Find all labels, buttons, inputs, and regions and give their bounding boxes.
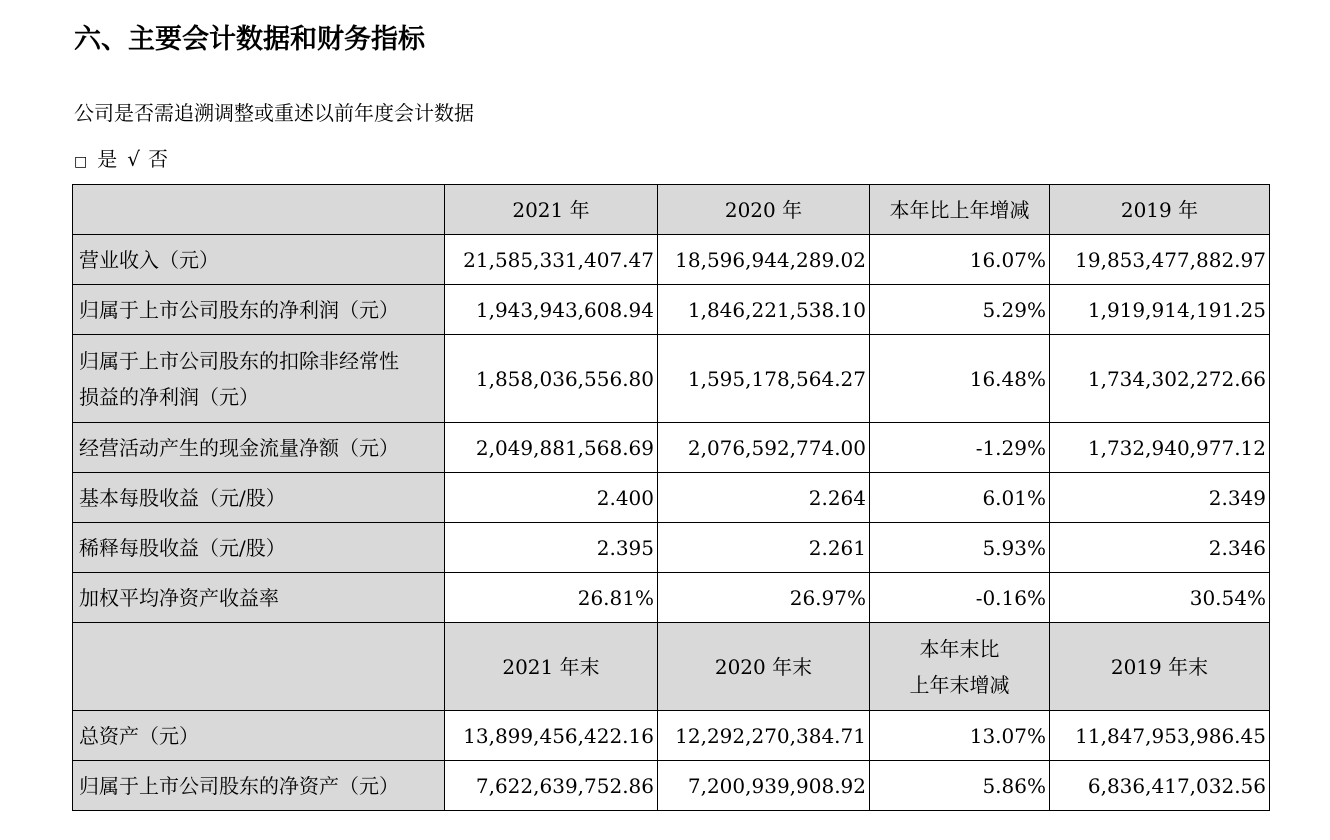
- header-cell-line: 本年末比: [919, 636, 1000, 661]
- table-row: [73, 711, 1270, 761]
- value-cell: 2,076,592,774.00: [658, 423, 870, 473]
- value-cell: 1,595,178,564.27: [658, 335, 870, 423]
- table-row: [73, 235, 1270, 285]
- value-cell: 2.395: [445, 523, 658, 573]
- value-cell: 26.97%: [658, 573, 870, 623]
- value-cell: 30.54%: [1050, 573, 1270, 623]
- unchecked-box-icon: □: [74, 154, 88, 170]
- value-cell: 1,919,914,191.25: [1050, 285, 1270, 335]
- change-cell: 5.86%: [870, 761, 1050, 811]
- table-row: [73, 761, 1270, 811]
- check-mark-icon: √: [127, 147, 140, 171]
- change-cell: -0.16%: [870, 573, 1050, 623]
- table-row: [73, 473, 1270, 523]
- row-label-line: 损益的净利润（元）: [79, 384, 259, 409]
- section-title: 六、主要会计数据和财务指标: [74, 24, 425, 55]
- header-cell: 2021 年末: [445, 623, 658, 711]
- value-cell: 1,732,940,977.12: [1050, 423, 1270, 473]
- row-label-line: 归属于上市公司股东的扣除非经常性: [79, 348, 399, 373]
- table-subheader-row: [73, 623, 1270, 711]
- row-label: 归属于上市公司股东的净资产（元）: [73, 761, 445, 811]
- row-label: 加权平均净资产收益率: [73, 573, 445, 623]
- value-cell: 2.264: [658, 473, 870, 523]
- value-cell: 1,858,036,556.80: [445, 335, 658, 423]
- header-empty-cell: [73, 185, 445, 235]
- header-cell: 2019 年末: [1050, 623, 1270, 711]
- header-cell: 2020 年: [658, 185, 870, 235]
- row-label: 营业收入（元）: [73, 235, 445, 285]
- value-cell: 1,734,302,272.66: [1050, 335, 1270, 423]
- table-row: [73, 285, 1270, 335]
- table-row: [73, 335, 1270, 423]
- header-cell: 2020 年末: [658, 623, 870, 711]
- change-cell: -1.29%: [870, 423, 1050, 473]
- value-cell: 7,200,939,908.92: [658, 761, 870, 811]
- row-label: [73, 335, 445, 423]
- change-cell: 16.07%: [870, 235, 1050, 285]
- restatement-answer: [74, 144, 168, 177]
- value-cell: 6,836,417,032.56: [1050, 761, 1270, 811]
- value-cell: 7,622,639,752.86: [445, 761, 658, 811]
- header-cell-line: 上年末增减: [909, 672, 1010, 697]
- change-cell: 16.48%: [870, 335, 1050, 423]
- value-cell: 2,049,881,568.69: [445, 423, 658, 473]
- change-cell: 6.01%: [870, 473, 1050, 523]
- table-row: [73, 523, 1270, 573]
- header-cell: 2019 年: [1050, 185, 1270, 235]
- restatement-question: 公司是否需追溯调整或重述以前年度会计数据: [74, 101, 474, 125]
- value-cell: 2.346: [1050, 523, 1270, 573]
- header-cell: [870, 623, 1050, 711]
- table-row: [73, 423, 1270, 473]
- row-label: 归属于上市公司股东的净利润（元）: [73, 285, 445, 335]
- change-cell: 5.93%: [870, 523, 1050, 573]
- header-cell: 2021 年: [445, 185, 658, 235]
- value-cell: 19,853,477,882.97: [1050, 235, 1270, 285]
- value-cell: 12,292,270,384.71: [658, 711, 870, 761]
- change-cell: 13.07%: [870, 711, 1050, 761]
- change-cell: 5.29%: [870, 285, 1050, 335]
- value-cell: 2.261: [658, 523, 870, 573]
- value-cell: 1,846,221,538.10: [658, 285, 870, 335]
- yes-option-label: 是: [97, 147, 118, 171]
- header-empty-cell: [73, 623, 445, 711]
- table-row: [73, 573, 1270, 623]
- no-option-label: 否: [147, 147, 168, 171]
- value-cell: 13,899,456,422.16: [445, 711, 658, 761]
- value-cell: 26.81%: [445, 573, 658, 623]
- value-cell: 2.349: [1050, 473, 1270, 523]
- row-label: 总资产（元）: [73, 711, 445, 761]
- row-label: 经营活动产生的现金流量净额（元）: [73, 423, 445, 473]
- financial-indicators-table: [72, 184, 1270, 811]
- header-cell: 本年比上年增减: [870, 185, 1050, 235]
- row-label: 基本每股收益（元/股）: [73, 473, 445, 523]
- value-cell: 2.400: [445, 473, 658, 523]
- value-cell: 1,943,943,608.94: [445, 285, 658, 335]
- row-label: 稀释每股收益（元/股）: [73, 523, 445, 573]
- table-header-row: [73, 185, 1270, 235]
- value-cell: 18,596,944,289.02: [658, 235, 870, 285]
- value-cell: 21,585,331,407.47: [445, 235, 658, 285]
- value-cell: 11,847,953,986.45: [1050, 711, 1270, 761]
